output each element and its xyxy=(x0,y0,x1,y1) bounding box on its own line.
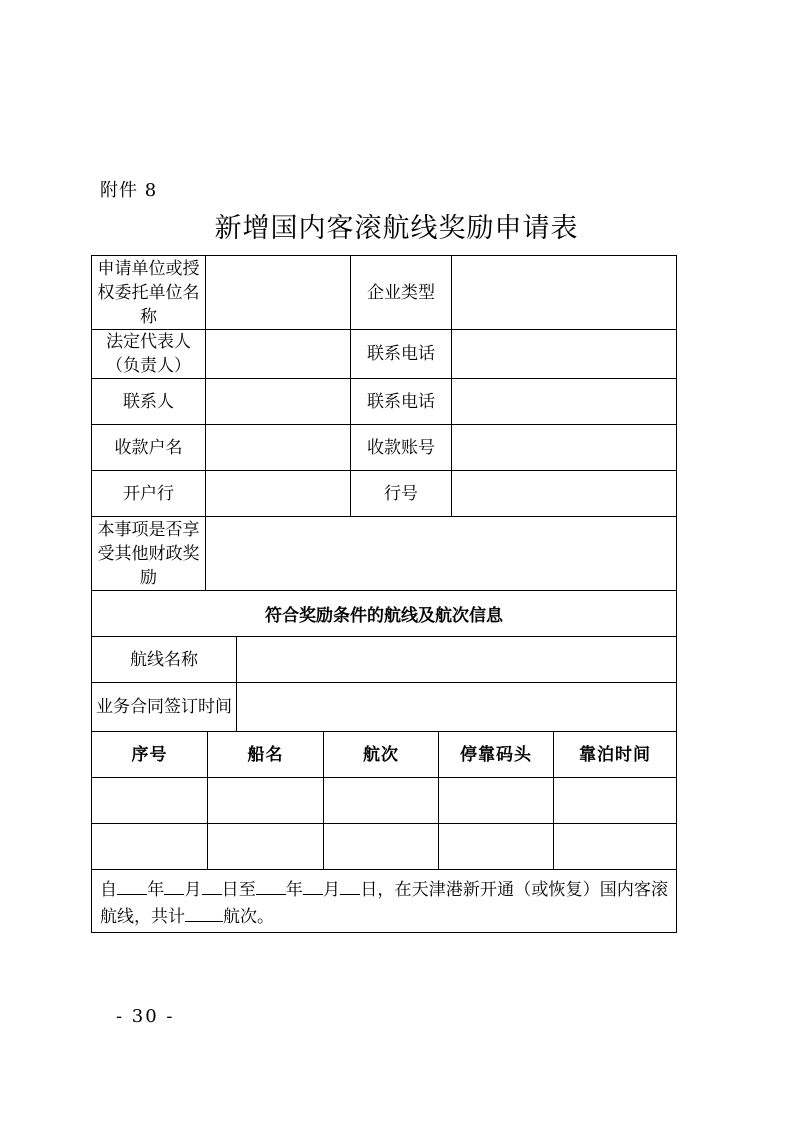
voyage-count-blank[interactable] xyxy=(185,903,223,922)
table-cell[interactable] xyxy=(323,778,438,823)
row-other-subsidy xyxy=(92,516,676,590)
page-number: - 30 - xyxy=(116,1006,175,1027)
table-cell[interactable] xyxy=(553,824,676,869)
enterprise-type-label: 企业类型 xyxy=(350,256,451,329)
row-contact xyxy=(92,378,676,424)
other-subsidy-field[interactable] xyxy=(205,517,676,590)
route-section-heading: 符合奖励条件的航线及航次信息 xyxy=(265,606,503,626)
phone-label-2: 联系电话 xyxy=(350,379,451,424)
table-cell[interactable] xyxy=(323,824,438,869)
contact-field[interactable] xyxy=(205,379,350,424)
contract-time-label: 业务合同签订时间 xyxy=(96,697,232,717)
row-declaration xyxy=(92,869,676,932)
unit-name-field[interactable] xyxy=(205,256,350,329)
table-cell[interactable] xyxy=(438,778,553,823)
end-year-blank[interactable] xyxy=(256,876,286,895)
document-title: 新增国内客滚航线奖励申请表 xyxy=(214,213,579,244)
attachment-label: 附件 8 xyxy=(100,180,158,201)
legal-rep-field[interactable] xyxy=(205,330,350,378)
phone-field-2[interactable] xyxy=(451,379,676,424)
declaration-text: 自 年 月 日至 年 月 日，在天津港新开通（或恢复）国内客滚航线，共计 航次。 xyxy=(100,876,668,930)
payee-name-field[interactable] xyxy=(205,425,350,470)
header-serial-no: 序号 xyxy=(131,744,168,765)
row-unit-name xyxy=(92,256,676,329)
payee-name-label: 收款户名 xyxy=(114,437,183,458)
row-route-name xyxy=(92,636,676,682)
enterprise-type-field[interactable] xyxy=(451,256,676,329)
application-form xyxy=(91,255,677,933)
table-cell[interactable] xyxy=(207,824,323,869)
table-row xyxy=(92,777,676,823)
bank-code-field[interactable] xyxy=(451,471,676,516)
other-subsidy-label: 本事项是否享受其他财政奖励 xyxy=(97,519,200,588)
start-month-blank[interactable] xyxy=(164,876,184,895)
header-berth-terminal: 停靠码头 xyxy=(438,732,553,777)
payee-account-label: 收款账号 xyxy=(350,425,451,470)
payee-account-field[interactable] xyxy=(451,425,676,470)
bank-field[interactable] xyxy=(205,471,350,516)
table-row xyxy=(92,823,676,869)
row-section-heading xyxy=(92,590,676,636)
row-contract-time xyxy=(92,682,676,731)
voyage-table-header xyxy=(92,731,676,777)
legal-rep-label: 法定代表人（负责人） xyxy=(106,332,191,376)
contact-label: 联系人 xyxy=(123,391,174,412)
table-cell[interactable] xyxy=(553,778,676,823)
table-cell[interactable] xyxy=(207,778,323,823)
bank-label: 开户行 xyxy=(123,483,174,504)
end-day-blank[interactable] xyxy=(340,876,360,895)
phone-field-1[interactable] xyxy=(451,330,676,378)
start-year-blank[interactable] xyxy=(117,876,147,895)
row-bank xyxy=(92,470,676,516)
start-day-blank[interactable] xyxy=(202,876,222,895)
table-cell[interactable] xyxy=(92,824,207,869)
unit-name-label: 申请单位或授权委托单位名称 xyxy=(97,258,200,327)
bank-code-label: 行号 xyxy=(350,471,451,516)
row-legal-rep xyxy=(92,329,676,378)
row-payee xyxy=(92,424,676,470)
route-name-label: 航线名称 xyxy=(130,649,198,670)
end-month-blank[interactable] xyxy=(303,876,323,895)
contract-time-field[interactable] xyxy=(236,683,676,731)
route-name-field[interactable] xyxy=(236,637,676,682)
header-ship-name: 船名 xyxy=(207,732,323,777)
table-cell[interactable] xyxy=(92,778,207,823)
header-berthing-time: 靠泊时间 xyxy=(553,732,676,777)
header-voyage: 航次 xyxy=(323,732,438,777)
phone-label-1: 联系电话 xyxy=(350,330,451,378)
table-cell[interactable] xyxy=(438,824,553,869)
